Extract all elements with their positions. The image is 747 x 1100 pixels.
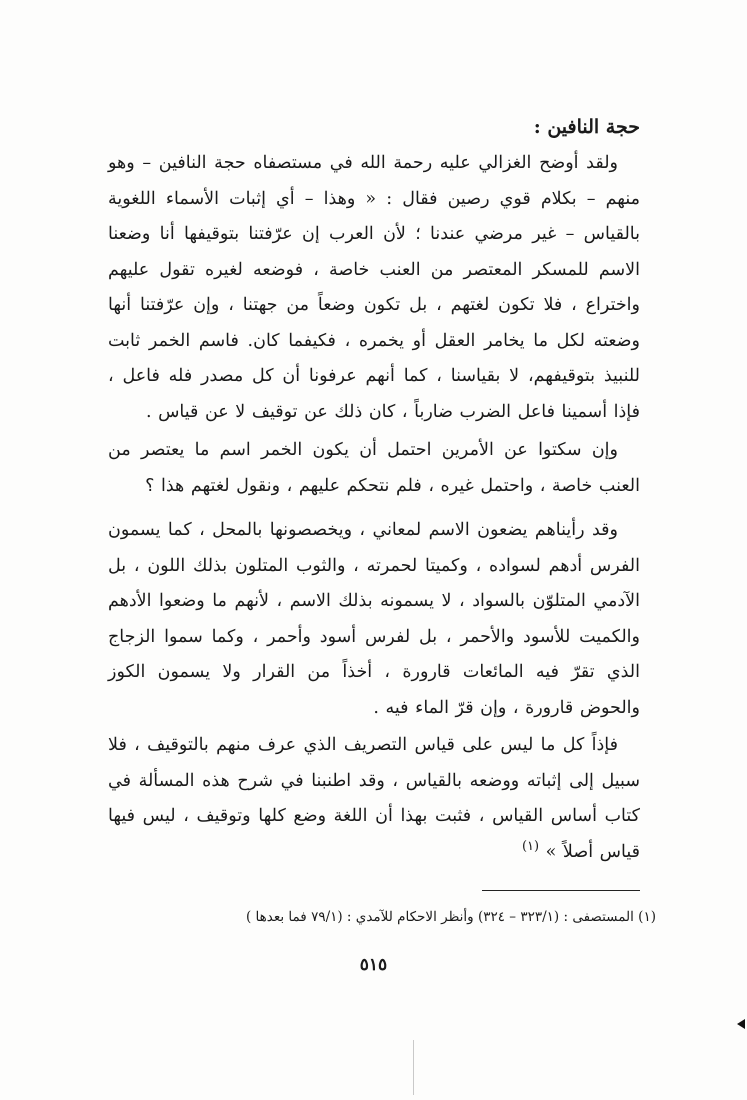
footnote-separator bbox=[482, 890, 640, 891]
paragraph-3-text: وقد رأيناهم يضعون الاسم لمعاني ، ويخصصونها بالمحل ، كما يسمون الفرس أدهم لسواده ، وكميتا لحمرته ، والثوب المتلون بذلك اللون ، بل الآدمي المتلوّن بالسواد ، لا يسمونه بذلك الاسم ، لأنهم ما وضعوا الأدهم والكميت للأسود والأحمر ، بل لفرس أسود وأحمر ، وكما سموا الزجاج الذي تقرّ فيه المائعات قارورة ، أخذاً من القرار ولا يسمون الكوز والحوض قارورة ، وإن قرّ الماء فيه . bbox=[108, 520, 640, 718]
footnote: (١) المستصفى : (٣٢٣/١ – ٣٢٤) وأنظر الاحكام للآمدي : (٧٩/١ فما بعدها ) bbox=[245, 909, 656, 925]
paragraph-2-text: وإن سكتوا عن الأمرين احتمل أن يكون الخمر اسم ما يعتصر من العنب خاصة ، واحتمل غيره ، فلم نتحكم عليهم ، ونقول لغتهم هذا ؟ bbox=[108, 440, 640, 496]
paragraph-4 bbox=[108, 728, 640, 870]
section-heading: حجة النافين : bbox=[533, 116, 640, 138]
page-edge-arrow-icon bbox=[737, 1019, 745, 1029]
paragraph-1 bbox=[108, 146, 640, 430]
scan-artifact-line bbox=[413, 1040, 414, 1095]
paragraph-4-container bbox=[108, 728, 640, 870]
footnote-reference: (١) bbox=[521, 838, 540, 854]
paragraph-1-text: ولقد أوضح الغزالي عليه رحمة الله في مستصفاه حجة النافين – وهو منهم – بكلام قوي رصين فقال : « وهذا – أي إثبات الأسماء اللغوية بالقياس – غير مرضي عندنا ؛ لأن العرب إن عرّفتنا بتوقيفها أنا وضعنا الاسم للمسكر المعتصر من العنب خاصة ، فوضعه لغيره تقول عليهم واختراع ، فلا تكون لغتهم ، بل تكون وضعاً من جهتنا ، وإن عرّفتنا أنها وضعته لكل ما يخامر العقل أو يخمره ، فكيفما كان. فاسم الخمر ثابت للنبيذ بتوقيفهم، لا بقياسنا ، كما أنهم عرفونا أن كل مصدر فله فاعل ، فإذا أسمينا فاعل الضرب ضارباً ، كان ذلك عن توقيف لا عن قياس . bbox=[108, 153, 640, 422]
paragraph-4-text: فإذاً كل ما ليس على قياس التصريف الذي عرف منهم بالتوقيف ، فلا سبيل إلى إثباته ووضعه بالقياس ، وقد اطنبنا في شرح هذه المسألة في كتاب أساس القياس ، فثبت بهذا أن اللغة وضع كلها وتوقيف ، ليس فيها قياس أصلاً » bbox=[108, 735, 640, 862]
paragraph-3 bbox=[108, 513, 640, 726]
paragraph-2 bbox=[108, 433, 640, 504]
page-number: ٥١٥ bbox=[359, 955, 388, 975]
